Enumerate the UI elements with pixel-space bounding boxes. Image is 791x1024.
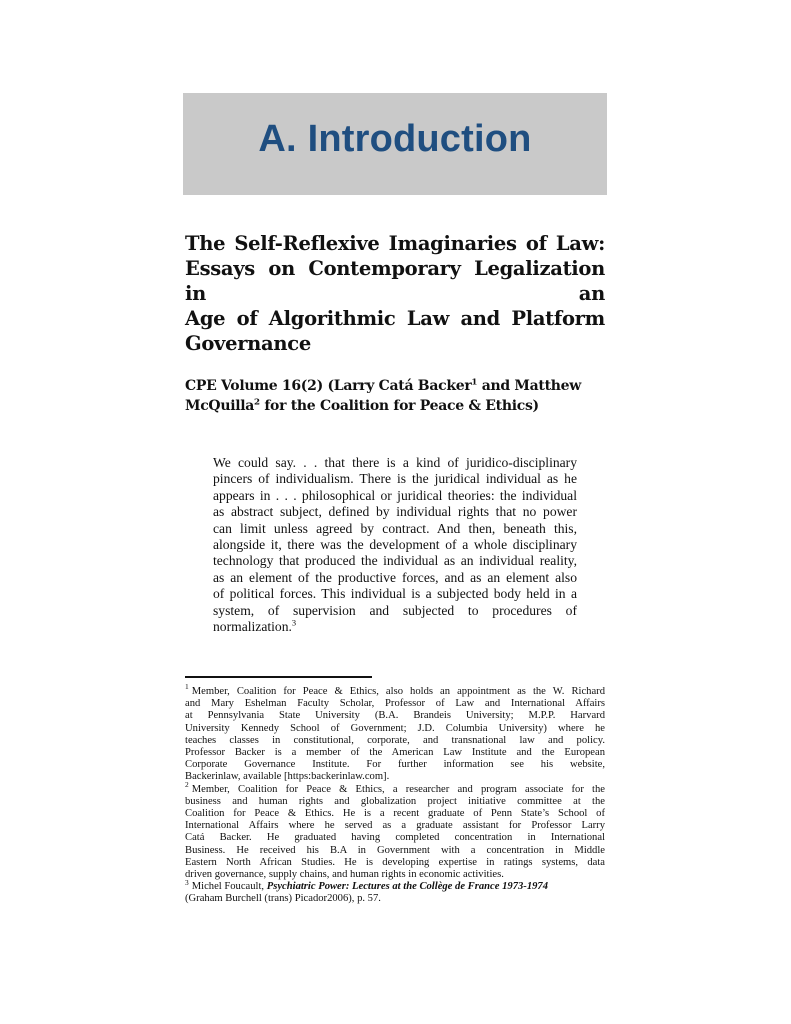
document-title <box>185 231 605 356</box>
footnote-book-title: Psychiatric Power: Lectures at the Collège de France 1973-1974 <box>266 881 549 893</box>
quote-line: as abstract subject, defined by individual rights that no power <box>213 504 577 520</box>
footnote-line: and Mary Eshelman Faculty Scholar, Professor of Law and International Affairs <box>185 698 605 710</box>
footnote-line: Eastern North African Studies. He is developing expertise in ratings systems, data <box>185 856 605 868</box>
quote-text: normalization. <box>213 619 292 635</box>
footnote-ref-1[interactable]: 1 <box>471 377 478 388</box>
title-line: The Self-Reflexive Imaginaries of Law: <box>185 232 605 255</box>
quote-line: of political forces. This individual is a subjected body held in a <box>213 586 577 602</box>
footnote-author: Michel Foucault, <box>191 881 267 893</box>
section-header-banner <box>183 93 607 195</box>
footnote-ref-2[interactable]: 2 <box>254 397 260 408</box>
byline-text: and Matthew <box>477 378 581 394</box>
footnote-line: International Affairs where he served as a graduate assistant for Professor Larry <box>185 820 605 832</box>
footnote-number: 2 <box>185 780 189 790</box>
footnote-2 <box>185 780 605 882</box>
footnote-text: Member, Coalition for Peace & Ethics, a researcher and program associate for the <box>191 783 605 795</box>
byline-text: CPE Volume 16(2) (Larry Catá Backer <box>185 378 472 394</box>
quote-line: can limit unless agreed by contract. And then, beneath this, <box>213 520 577 536</box>
footnote-line: at Pennsylvania State University (B.A. Brandeis University; M.P.P. Harvard <box>185 710 605 722</box>
footnote-number: 1 <box>185 682 189 692</box>
footnotes <box>185 682 605 906</box>
footnote-1 <box>185 682 605 784</box>
footnote-line: driven governance, supply chains, and human rights in economic activities. <box>185 869 504 881</box>
section-heading: A. Introduction <box>258 117 532 160</box>
byline-line-2 <box>185 396 615 416</box>
footnote-3 <box>185 877 605 905</box>
byline-text: McQuilla <box>185 398 255 414</box>
footnote-ref-3[interactable]: 3 <box>291 617 297 628</box>
footnote-line: business and human rights and globalization project initiative committee at the <box>185 795 605 807</box>
byline-line-1 <box>185 376 615 396</box>
quote-line: We could say. . . that there is a kind of juridico-disciplinary <box>213 455 577 470</box>
quote-line: technology that produced the individual as an individual reality, <box>213 553 577 569</box>
quote-line <box>213 619 577 635</box>
footnote-line: Catá Backer. He graduated having completed concentration in International <box>185 832 605 844</box>
footnote-line: Business. He received his B.A in Government with a concentration in Middle <box>185 844 605 856</box>
quote-line: pincers of individualism. There is the juridical individual as he <box>213 471 577 487</box>
quote-line: as an element of the productive forces, and as an element also <box>213 569 577 585</box>
quote-line: appears in . . . philosophical or juridical theories: the individual <box>213 487 577 503</box>
footnote-text: Member, Coalition for Peace & Ethics, also holds an appointment as the W. Richard <box>191 686 605 697</box>
footnote-line: (Graham Burchell (trans) Picador2006), p. 57. <box>185 893 381 905</box>
footnote-line <box>185 780 605 796</box>
footnote-line <box>185 682 605 698</box>
footnote-line: University Kennedy School of Government; J.D. Columbia University) where he <box>185 722 605 734</box>
quote-line: alongside it, there was the development of a whole disciplinary <box>213 537 577 553</box>
quote-line: system, of supervision and subjected to procedures of <box>213 602 577 618</box>
footnote-line: Corporate Governance Institute. For further information see his website, <box>185 759 605 771</box>
footnote-line <box>185 877 605 893</box>
footnote-line: teaches classes in constitutional, corporate, and transnational law and policy. <box>185 734 605 746</box>
footnote-separator <box>185 676 372 678</box>
block-quote <box>213 455 577 635</box>
footnote-line: Professor Backer is a member of the American Law Institute and the European <box>185 747 605 759</box>
footnote-number: 3 <box>185 877 189 887</box>
footnote-line: Backerinlaw, available [https:backerinlaw.com]. <box>185 771 390 783</box>
byline-text: for the Coalition for Peace & Ethics) <box>259 398 539 414</box>
title-line: Age of Algorithmic Law and Platform <box>185 307 605 330</box>
title-line: Governance <box>185 332 311 355</box>
title-line: Essays on Contemporary Legalization in an <box>185 257 605 305</box>
byline <box>185 376 615 416</box>
footnote-line: Coalition for Peace & Ethics. He is a recent graduate of Penn State’s School of <box>185 808 605 820</box>
